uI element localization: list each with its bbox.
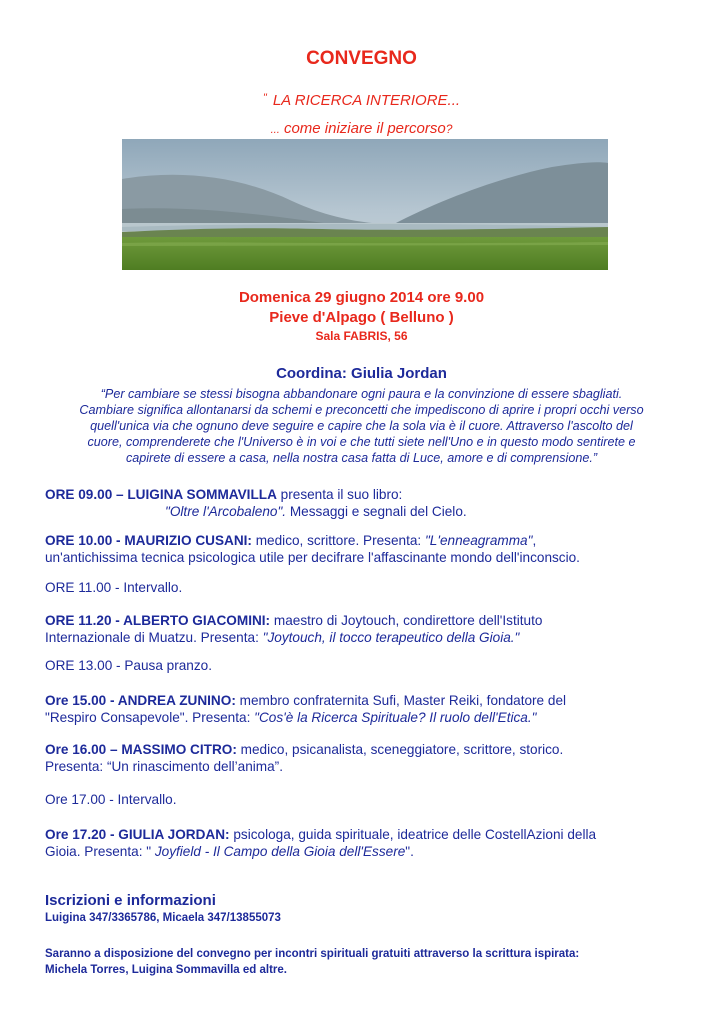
quote-line: cuore, comprenderete che l'Universo è in voi e che tutti siete nell'Uno e in questo modo sentirete e <box>87 435 636 449</box>
landscape-image <box>122 139 608 270</box>
subtitle2-prefix: ... <box>270 124 280 136</box>
quote-block <box>30 386 693 466</box>
event-subtitle <box>0 92 723 109</box>
coordinator: Coordina: Giulia Jordan <box>276 365 447 382</box>
program-text: ". <box>405 844 414 859</box>
subtitle-text: LA RICERCA INTERIORE... <box>272 92 461 109</box>
program-item-1300 <box>45 657 685 674</box>
program-text: Ore 17.00 - Intervallo. <box>45 792 177 807</box>
speaker: Ore 16.00 – MASSIMO CITRO: <box>45 742 237 757</box>
speaker: Ore 15.00 - ANDREA ZUNINO: <box>45 693 236 708</box>
info-phones: Luigina 347/3365786, Micaela 347/13855073 <box>45 912 281 924</box>
program-text: medico, scrittore. Presenta: <box>251 533 425 548</box>
talk-title: Joyfield - Il Campo della Gioia dell'Essere <box>154 844 406 859</box>
landscape-photo <box>122 139 608 270</box>
program-text: medico, psicanalista, sceneggiatore, scrittore, storico. <box>236 742 564 757</box>
info-note-line: Saranno a disposizione del convegno per incontri spirituali gratuiti attraverso la scrittura ispirata: <box>45 948 580 960</box>
info-heading: Iscrizioni e informazioni <box>45 892 216 909</box>
quote-line: “Per cambiare se stessi bisogna abbandonare ogni paura e la convinzione di essere sbagliati. <box>100 387 623 401</box>
info-note <box>45 946 685 978</box>
info-note-line: Michela Torres, Luigina Sommavilla ed altre. <box>45 964 287 976</box>
program-text: Presenta: “Un rinascimento dell’anima”. <box>45 759 283 774</box>
program-text: Internazionale di Muatzu. Presenta: <box>45 630 263 645</box>
program-text: ORE 11.00 - Intervallo. <box>45 580 183 595</box>
program-text: Messaggi e segnali del Cielo. <box>286 504 467 519</box>
program-text: Gioia. Presenta: " <box>45 844 155 859</box>
subtitle-quote-mark: " <box>262 92 267 104</box>
speaker: ORE 11.20 - ALBERTO GIACOMINI: <box>45 613 271 628</box>
quote-line: quell'unica via che ognuno deve seguire e capire che la sola via è il cuore. Attraverso l'ascolto del <box>90 419 633 433</box>
event-datetime: Domenica 29 giugno 2014 ore 9.00 <box>238 289 485 306</box>
program-text: "Respiro Consapevole". Presenta: <box>45 710 255 725</box>
program-item-1100 <box>45 579 685 596</box>
program-text: ORE 13.00 - Pausa pranzo. <box>45 658 212 673</box>
program-text: presenta il suo libro: <box>276 487 403 502</box>
subtitle2-text: come iniziare il percorso <box>283 120 446 137</box>
program-item-1600 <box>45 741 685 775</box>
event-title: CONVEGNO <box>306 48 417 69</box>
talk-title: "Cos'è la Ricerca Spirituale? Il ruolo dell'Etica." <box>254 710 537 725</box>
subtitle2-suffix: ? <box>445 122 453 136</box>
program-text: un'antichissima tecnica psicologica utile per decifrare l'affascinante mondo dell'inconscio. <box>45 550 580 565</box>
event-place: Pieve d'Alpago ( Belluno ) <box>269 309 454 326</box>
event-room: Sala FABRIS, 56 <box>315 329 408 343</box>
program-text: , <box>532 533 537 548</box>
quote-line: capirete di essere a casa, nella nostra casa fatta di Luce, amore e di comprensione.” <box>125 451 598 465</box>
speaker: ORE 10.00 - MAURIZIO CUSANI: <box>45 533 252 548</box>
program-item-1000 <box>45 532 685 566</box>
program-text: membro confraternita Sufi, Master Reiki, fondatore del <box>235 693 567 708</box>
event-subtitle-2 <box>0 120 723 137</box>
book-title: "Oltre l'Arcobaleno". <box>165 504 287 519</box>
talk-title: "Joytouch, il tocco terapeutico della Gioia." <box>262 630 520 645</box>
program-item-1500 <box>45 692 685 726</box>
program-text: psicologa, guida spirituale, ideatrice delle CostellAzioni della <box>229 827 597 842</box>
program-item-1720 <box>45 826 685 860</box>
speaker: ORE 09.00 – LUIGINA SOMMAVILLA <box>45 487 277 502</box>
program-item-1700 <box>45 791 685 808</box>
program-item-0900 <box>45 486 685 520</box>
quote-line: Cambiare significa allontanarsi da schemi e preconcetti che impediscono di aprire i propri occhi verso <box>79 403 644 417</box>
speaker: Ore 17.20 - GIULIA JORDAN: <box>45 827 230 842</box>
program-text: maestro di Joytouch, condirettore dell'Istituto <box>270 613 543 628</box>
program-item-1120 <box>45 612 685 646</box>
talk-title: "L'enneagramma" <box>424 533 533 548</box>
